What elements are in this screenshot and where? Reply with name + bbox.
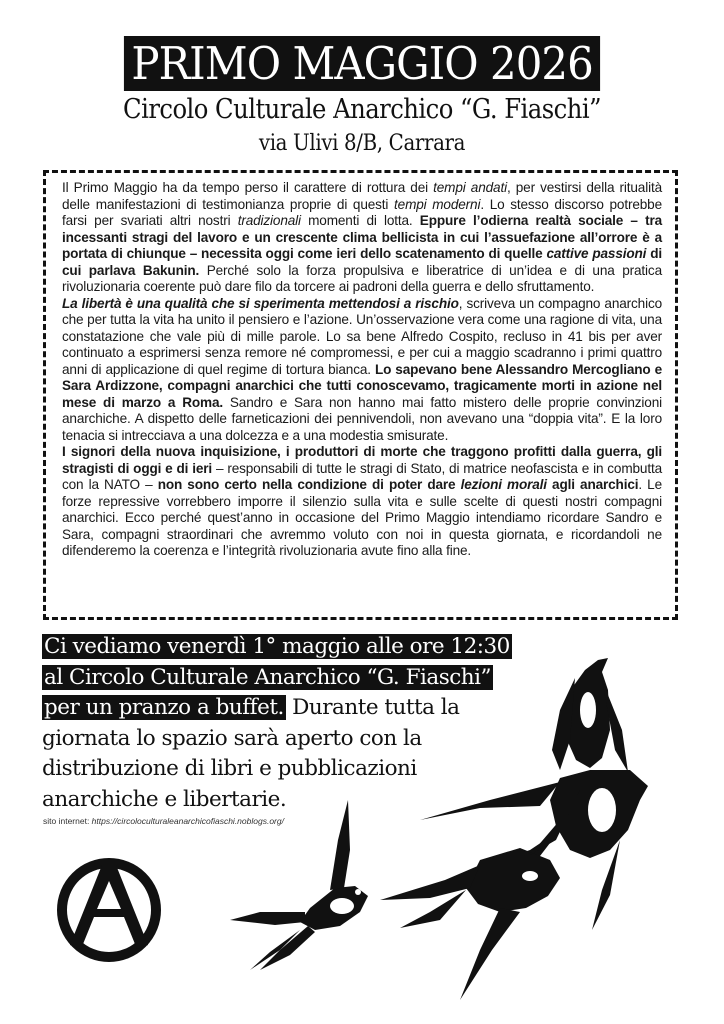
article-paragraph-3 [62, 444, 662, 560]
article-paragraph-2 [62, 296, 662, 445]
text-run: di cui parlava Bakunin. [62, 246, 662, 278]
website-link[interactable]: https://circoloculturaleanarchicofiaschi.noblogs.org/ [91, 816, 284, 826]
article-body [62, 180, 662, 560]
text-run: tradizionali [237, 213, 301, 228]
text-run: Sandro e Sara non hanno mai fatto mistero delle proprie convinzioni anarchiche. A dispetto delle farneticazioni dei pennivendoli, non avevano una “doppia vita”. E la loro tenacia si intrecciava a una dolcezza e a una modestia smisurate. [62, 394, 662, 443]
website-label: sito internet: [43, 816, 92, 826]
text-run: cattive passioni [546, 246, 647, 261]
text-run: , scriveva un compagno anarchico che per tutta la vita ha unito il pensiero e l’azione. Un’osservazione vera come una ragione di vita, una constatazione che vale più di mille parole. Lo sa bene Alfredo Cospito, recluso in 41 bis per aver continuato a esprimersi senza remore né compromessi, e per cui a maggio scadranno i primi quattro anni di applicazione di quel regime di tortura bianca. [62, 295, 662, 377]
article-paragraph-1 [62, 180, 662, 296]
text-run: non sono certo nella condizione di poter dare [157, 477, 461, 492]
text-run: . Lo stesso discorso potrebbe farsi per svariati altri nostri [62, 196, 662, 228]
organizer-name: Circolo Culturale Anarchico “G. Fiaschi” [123, 94, 601, 125]
invite-highlight-line-2: al Circolo Culturale Anarchico “G. Fiaschi” [44, 664, 491, 690]
text-run: . Le forze repressive vorrebbero imporre il silenzio sulla vita e sulle scelte di questi nostri compagni anarchici. Ecco perché quest’anno in occasione del Primo Maggio intendiamo ricordare Sandro e Sara, compagni straordinari che avremmo voluto con noi in questa giornata, e ricordandoli ne difenderemo la coerenza e l’integrità rivoluzionaria avute fino alla fine. [62, 477, 662, 558]
text-run: lezioni morali [460, 477, 547, 492]
address: via Ulivi 8/B, Carrara [258, 131, 466, 156]
text-run: – responsabili di tutte le stragi di Stato, di matrice neofascista e in combutta con la NATO – [62, 460, 663, 492]
text-run: La libertà è una qualità che si sperimenta mettendosi a rischio [62, 295, 459, 311]
text-run: Il Primo Maggio ha da tempo perso il carattere di rottura dei [62, 180, 434, 195]
text-run: Perché solo la forza propulsiva e liberatrice di un’idea e di una pratica rivoluzionaria coerente può dare filo da torcere ai padroni della guerra e dello sfruttamento. [62, 262, 662, 294]
text-run: agli anarchici [546, 477, 639, 492]
text-run: Eppure l’odierna realtà sociale – tra incessanti stragi del lavoro e un crescente clima bellicista in cui l’assuefazione all’orrore è a portata di chiunque – necessita oggi come ieri dello scatenamento di quelle [62, 213, 663, 261]
invite-highlight-line-1: Ci vediamo venerdì 1° maggio alle ore 12:30 [44, 634, 510, 659]
page-title: PRIMO MAGGIO 2026 [124, 36, 600, 91]
text-run: I signori della nuova inquisizione, i produttori di morte che traggono profitti dalla guerra, gli stragisti di oggi e di ieri [62, 444, 662, 476]
title-band [0, 36, 724, 91]
text-run: momenti di lotta. [300, 213, 420, 228]
circle-a-icon [56, 857, 162, 963]
invite-details: Durante tutta la giornata lo spazio sarà aperto con la distribuzione di libri e pubblicazioni anarchiche e libertarie. [42, 695, 460, 812]
text-run: tempi andati [433, 180, 507, 195]
text-run: tempi moderni [394, 196, 481, 212]
invite-highlight-line-3: per un pranzo a buffet. [44, 695, 284, 720]
swallows-illustration [230, 650, 700, 1020]
text-run: , per vestirsi della ritualità delle manifestazioni di testimonianza proprie di questi [62, 180, 662, 212]
text-run: Lo sapevano bene Alessandro Mercogliano e Sara Ardizzone, compagni anarchici che tutti conoscevamo, tragicamente morti in azione nel mese di marzo a Roma. [62, 361, 663, 410]
